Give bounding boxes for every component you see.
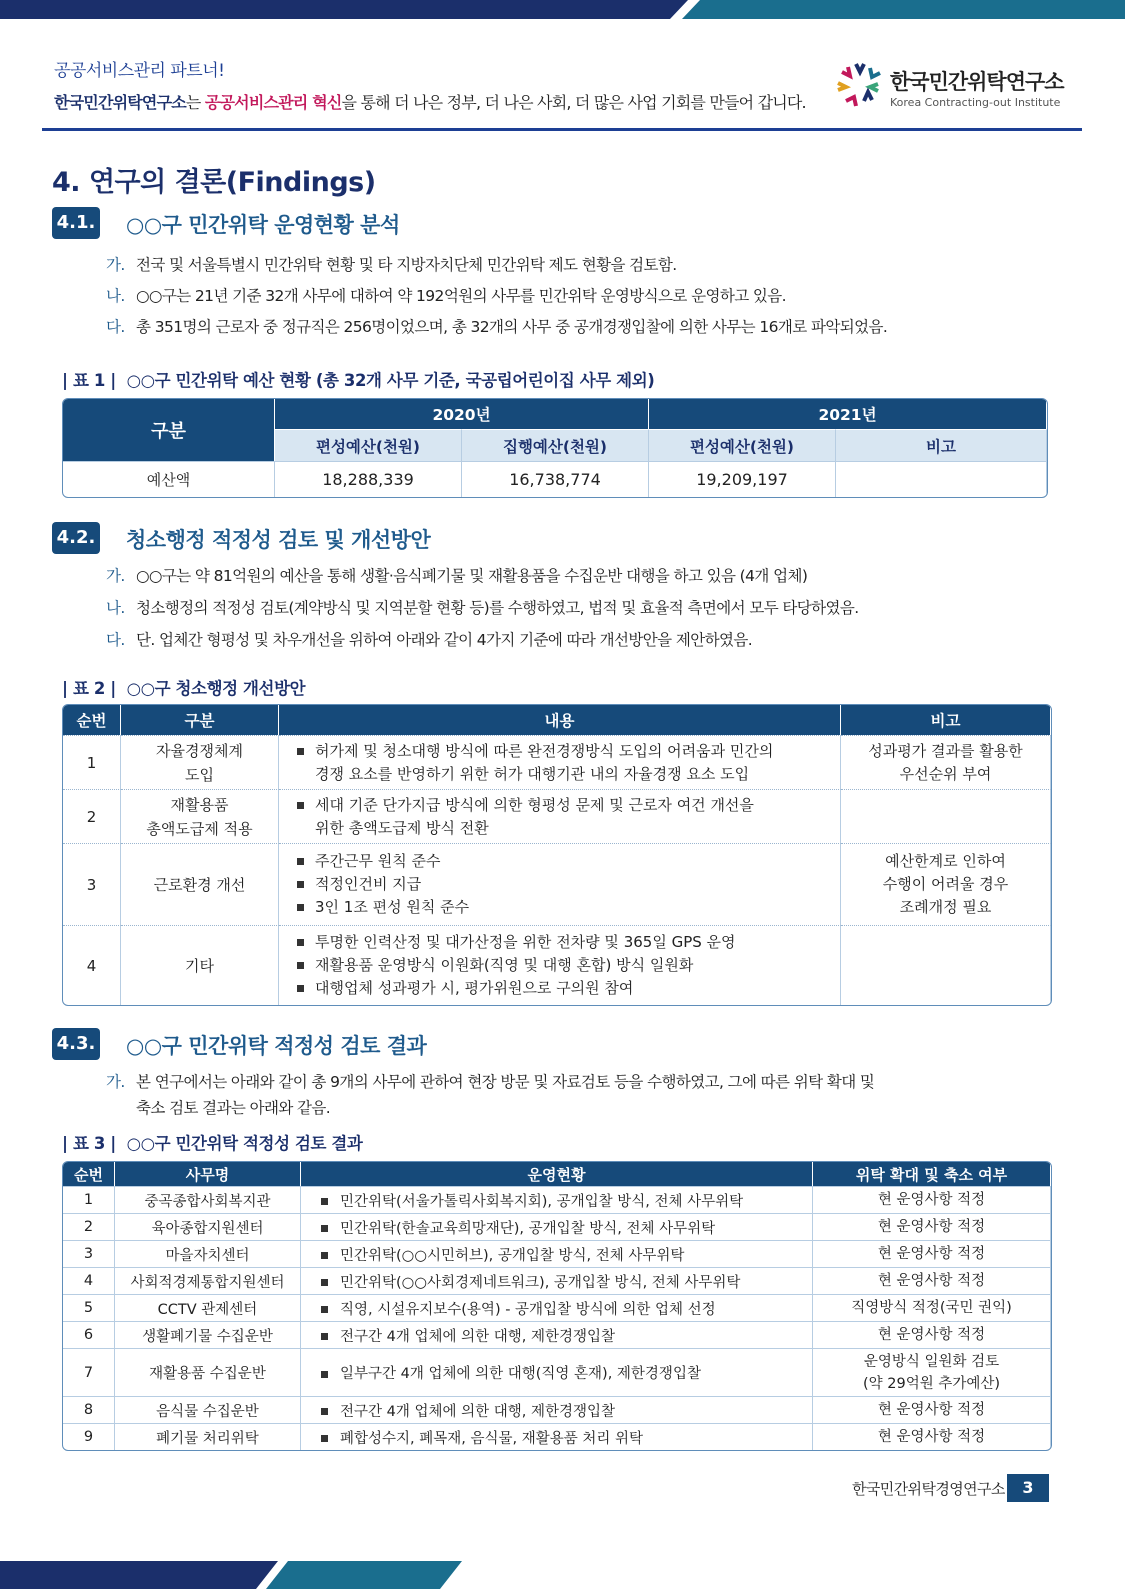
row-note bbox=[841, 925, 1051, 1005]
item-marker: 가. bbox=[106, 256, 125, 274]
table-row bbox=[63, 1186, 1051, 1213]
item-text: 전국 및 서울특별시 민간위탁 현황 및 타 지방자치단체 민간위탁 제도 현황을 검토함. bbox=[136, 256, 677, 274]
content-bullet bbox=[293, 873, 840, 896]
row-number: 8 bbox=[63, 1396, 115, 1423]
footer-organization: 한국민간위탁경영연구소 bbox=[852, 1480, 1005, 1498]
list-item-continuation bbox=[106, 1096, 330, 1120]
row-office-name: 육아종합지원센터 bbox=[115, 1213, 301, 1240]
row-category bbox=[121, 789, 279, 843]
table-row bbox=[63, 843, 1051, 925]
table1-caption bbox=[62, 367, 654, 391]
bullet-square-icon bbox=[321, 1279, 328, 1286]
table-row bbox=[63, 1240, 1051, 1267]
content-text: 재활용품 운영방식 이원화(직영 및 대행 혼합) 방식 일원화 bbox=[315, 956, 694, 974]
item-marker: 다. bbox=[106, 631, 125, 649]
header-sub-part2: 을 통해 더 나은 정부, 더 나은 사회, 더 많은 사업 기회를 만들어 갑니다. bbox=[341, 93, 806, 112]
status-text: 폐합성수지, 폐목재, 음식물, 재활용품 처리 위탁 bbox=[340, 1430, 644, 1447]
logo-english-name: Korea Contracting-out Institute bbox=[890, 96, 1061, 109]
row-office-name: 사회적경제통합지원센터 bbox=[115, 1267, 301, 1294]
row-result bbox=[813, 1321, 1051, 1348]
table2-header: 구분 bbox=[121, 705, 279, 735]
category-line: 자율경쟁체계 bbox=[156, 741, 243, 760]
table1-cell bbox=[836, 461, 1047, 497]
logo-name: 한국민간위탁연구소 bbox=[890, 70, 1064, 94]
list-item bbox=[106, 1070, 874, 1094]
row-status bbox=[301, 1348, 813, 1396]
section-heading-4-2 bbox=[52, 522, 1052, 554]
row-content bbox=[279, 735, 841, 789]
row-status bbox=[301, 1240, 813, 1267]
table3-caption-label: | 표 3 | bbox=[62, 1134, 116, 1153]
row-office-name: 음식물 수집운반 bbox=[115, 1396, 301, 1423]
content-bullet bbox=[293, 977, 840, 1000]
result-line: 현 운영사항 적정 bbox=[877, 1327, 986, 1343]
budget-table bbox=[62, 398, 1048, 498]
row-status bbox=[301, 1267, 813, 1294]
header-sub-part1: 는 bbox=[185, 93, 205, 112]
page-header bbox=[42, 56, 1082, 134]
section-title: ○○구 민간위탁 운영현황 분석 bbox=[126, 213, 400, 237]
table1-cell: 18,288,339 bbox=[275, 461, 462, 497]
row-status bbox=[301, 1186, 813, 1213]
content-text: 세대 기준 단가지급 방식에 의한 형평성 문제 및 근로자 여건 개선을 bbox=[315, 795, 754, 814]
result-line: 현 운영사항 적정 bbox=[877, 1219, 986, 1235]
row-office-name: 마을자치센터 bbox=[115, 1240, 301, 1267]
section-heading-4-3 bbox=[52, 1028, 1052, 1060]
item-marker: 다. bbox=[106, 318, 125, 336]
result-line: 현 운영사항 적정 bbox=[877, 1429, 986, 1445]
row-note bbox=[841, 789, 1051, 843]
row-office-name: CCTV 관제센터 bbox=[115, 1294, 301, 1321]
row-result bbox=[813, 1240, 1051, 1267]
result-line: 현 운영사항 적정 bbox=[877, 1246, 986, 1262]
row-office-name: 재활용품 수집운반 bbox=[115, 1348, 301, 1396]
note-line: 성과평가 결과를 활용한 bbox=[868, 741, 1023, 760]
row-number: 6 bbox=[63, 1321, 115, 1348]
item-text: 본 연구에서는 아래와 같이 총 9개의 사무에 관하여 현장 방문 및 자료검토 등을 수행하였고, 그에 따른 위탁 확대 및 bbox=[136, 1073, 875, 1091]
institute-logo bbox=[834, 56, 1084, 116]
category-line: 근로환경 개선 bbox=[153, 875, 246, 894]
row-number: 1 bbox=[63, 735, 121, 789]
row-number: 3 bbox=[63, 843, 121, 925]
category-line: 기타 bbox=[185, 956, 214, 975]
result-line: (약 29억원 추가예산) bbox=[862, 1375, 1001, 1392]
bullet-square-icon bbox=[321, 1408, 328, 1415]
table1-caption-text: ○○구 민간위탁 예산 현황 (총 32개 사무 기준, 국공립어린이집 사무 제외) bbox=[126, 371, 655, 390]
bullet-square-icon bbox=[321, 1198, 328, 1205]
bullet-square-icon bbox=[321, 1333, 328, 1340]
row-category bbox=[121, 735, 279, 789]
table-row bbox=[63, 1321, 1051, 1348]
logo-mark-icon bbox=[834, 60, 884, 110]
content-bullet bbox=[293, 931, 840, 954]
status-text: 일부구간 4개 업체에 의한 대행(직영 혼재), 제한경쟁입찰 bbox=[340, 1366, 701, 1382]
note-line: 예산한계로 인하여 bbox=[885, 852, 1006, 870]
table3-header: 순번 bbox=[63, 1162, 115, 1186]
item-marker: 가. bbox=[106, 567, 125, 585]
row-number: 7 bbox=[63, 1348, 115, 1396]
category-line: 재활용품 bbox=[170, 795, 229, 814]
content-text: 대행업체 성과평가 시, 평가위원으로 구의원 참여 bbox=[315, 979, 634, 997]
row-note bbox=[841, 843, 1051, 925]
item-marker: 나. bbox=[106, 287, 125, 305]
item-text: 축소 검토 결과는 아래와 같음. bbox=[136, 1099, 331, 1117]
row-category bbox=[121, 843, 279, 925]
table1-subheader: 비고 bbox=[836, 429, 1047, 461]
content-bullet bbox=[293, 954, 840, 977]
row-content bbox=[279, 789, 841, 843]
header-divider bbox=[42, 128, 1082, 131]
table-row bbox=[63, 789, 1051, 843]
row-result bbox=[813, 1396, 1051, 1423]
result-line: 현 운영사항 적정 bbox=[877, 1192, 986, 1208]
row-office-name: 폐기물 처리위탁 bbox=[115, 1423, 301, 1450]
item-marker: 가. bbox=[106, 1073, 125, 1091]
row-result bbox=[813, 1186, 1051, 1213]
content-bullet bbox=[293, 794, 840, 840]
list-item bbox=[106, 315, 887, 339]
row-note bbox=[841, 735, 1051, 789]
top-decorative-band bbox=[0, 0, 1125, 19]
table2-caption-text: ○○구 청소행정 개선방안 bbox=[126, 679, 306, 698]
row-number: 3 bbox=[63, 1240, 115, 1267]
category-line: 총액도급제 적용 bbox=[146, 819, 253, 838]
item-text: 청소행정의 적정성 검토(계약방식 및 지역분할 현황 등)를 수행하였고, 법적 및 효율적 측면에서 모두 타당하였음. bbox=[136, 599, 859, 617]
list-item bbox=[106, 628, 752, 652]
section-number: 4.2. bbox=[52, 522, 100, 554]
table-row bbox=[63, 1267, 1051, 1294]
table1-header-2021: 2021년 bbox=[649, 399, 1047, 429]
table-row bbox=[63, 925, 1051, 1005]
status-text: 전구간 4개 업체에 의한 대행, 제한경쟁입찰 bbox=[340, 1328, 615, 1345]
row-number: 2 bbox=[63, 1213, 115, 1240]
content-text: 허가제 및 청소대행 방식에 따른 완전경쟁방식 도입의 어려움과 민간의 bbox=[315, 741, 774, 760]
table2-caption-label: | 표 2 | bbox=[62, 679, 116, 698]
table1-subheader: 편성예산(천원) bbox=[275, 429, 462, 461]
table3-header: 위탁 확대 및 축소 여부 bbox=[813, 1162, 1051, 1186]
table-row bbox=[63, 461, 1047, 497]
table1-header-category: 구분 bbox=[63, 399, 275, 461]
table-row bbox=[63, 1423, 1051, 1450]
row-status bbox=[301, 1423, 813, 1450]
note-line: 수행이 어려울 경우 bbox=[882, 875, 1009, 893]
status-text: 민간위탁(한솔교육희망재단), 공개입찰 방식, 전체 사무위탁 bbox=[340, 1220, 716, 1237]
content-text: 주간근무 원칙 준수 bbox=[315, 852, 441, 870]
table-row bbox=[63, 735, 1051, 789]
table3-header: 운영현황 bbox=[301, 1162, 813, 1186]
row-category bbox=[121, 925, 279, 1005]
status-text: 직영, 시설유지보수(용역) - 공개입찰 방식에 의한 업체 선정 bbox=[340, 1301, 716, 1318]
row-number: 5 bbox=[63, 1294, 115, 1321]
table1-caption-label: | 표 1 | bbox=[62, 371, 116, 390]
header-subtitle bbox=[54, 90, 806, 113]
result-line: 현 운영사항 적정 bbox=[877, 1402, 986, 1418]
list-item bbox=[106, 253, 677, 277]
table-row bbox=[63, 1213, 1051, 1240]
table2-header: 비고 bbox=[841, 705, 1051, 735]
note-line: 조례개정 필요 bbox=[899, 898, 992, 916]
item-text: ○○구는 약 81억원의 예산을 통해 생활·음식폐기물 및 재활용품을 수집운반 대행을 하고 있음 (4개 업체) bbox=[136, 567, 808, 585]
bullet-square-icon bbox=[321, 1252, 328, 1259]
row-number: 1 bbox=[63, 1186, 115, 1213]
row-office-name: 중곡종합사회복지관 bbox=[115, 1186, 301, 1213]
row-number: 4 bbox=[63, 925, 121, 1005]
bullet-square-icon bbox=[321, 1435, 328, 1442]
list-item bbox=[106, 284, 786, 308]
header-sub-highlight: 공공서비스관리 혁신 bbox=[204, 93, 342, 112]
content-text: 위한 총액도급제 방식 전환 bbox=[315, 818, 489, 837]
section-number: 4.1. bbox=[52, 207, 100, 239]
content-text: 적정인건비 지급 bbox=[315, 875, 422, 893]
content-list bbox=[293, 850, 840, 919]
table1-cell: 16,738,774 bbox=[462, 461, 649, 497]
result-line: 운영방식 일원화 검토 bbox=[863, 1353, 1000, 1370]
content-text: 3인 1조 편성 원칙 준수 bbox=[315, 898, 470, 916]
item-text: 총 351명의 근로자 중 정규직은 256명이었으며, 총 32개의 사무 중 공개경쟁입찰에 의한 사무는 16개로 파악되었음. bbox=[136, 318, 888, 336]
list-item bbox=[106, 596, 859, 620]
category-line: 도입 bbox=[185, 765, 214, 784]
bottom-decorative-band bbox=[0, 1561, 1125, 1589]
note-line: 우선순위 부여 bbox=[899, 764, 992, 783]
row-number: 9 bbox=[63, 1423, 115, 1450]
result-line: 직영방식 적정(국민 권익) bbox=[851, 1300, 1012, 1316]
content-list bbox=[293, 794, 840, 840]
row-status bbox=[301, 1396, 813, 1423]
section-title: ○○구 민간위탁 적정성 검토 결과 bbox=[126, 1034, 427, 1058]
status-text: 민간위탁(○○사회경제네트워크), 공개입찰 방식, 전체 사무위탁 bbox=[340, 1274, 741, 1291]
bullet-square-icon bbox=[321, 1371, 328, 1378]
table1-subheader: 편성예산(천원) bbox=[649, 429, 836, 461]
table2-header: 순번 bbox=[63, 705, 121, 735]
content-text: 투명한 인력산정 및 대가산정을 위한 전차량 및 365일 GPS 운영 bbox=[315, 933, 736, 951]
table1-cell: 19,209,197 bbox=[649, 461, 836, 497]
page-title: 4. 연구의 결론(Findings) bbox=[52, 167, 376, 198]
table3-caption bbox=[62, 1130, 362, 1154]
section-number: 4.3. bbox=[52, 1028, 100, 1060]
content-list bbox=[293, 740, 840, 786]
table1-cell: 예산액 bbox=[63, 461, 275, 497]
content-bullet bbox=[293, 740, 840, 786]
status-text: 민간위탁(○○시민허브), 공개입찰 방식, 전체 사무위탁 bbox=[340, 1247, 685, 1264]
row-content bbox=[279, 843, 841, 925]
table-row bbox=[63, 1396, 1051, 1423]
table-row bbox=[63, 1348, 1051, 1396]
content-bullet bbox=[293, 896, 840, 919]
table1-subheader: 집행예산(천원) bbox=[462, 429, 649, 461]
row-result bbox=[813, 1213, 1051, 1240]
row-number: 4 bbox=[63, 1267, 115, 1294]
table3-caption-text: ○○구 민간위탁 적정성 검토 결과 bbox=[126, 1134, 363, 1153]
row-number: 2 bbox=[63, 789, 121, 843]
table-row bbox=[63, 1294, 1051, 1321]
content-text: 경쟁 요소를 반영하기 위한 허가 대행기관 내의 자율경쟁 요소 도입 bbox=[315, 764, 750, 783]
list-item bbox=[106, 564, 807, 588]
row-status bbox=[301, 1294, 813, 1321]
header-sub-org: 한국민간위탁연구소 bbox=[54, 93, 186, 112]
row-office-name: 생활폐기물 수집운반 bbox=[115, 1321, 301, 1348]
table1-header-2020: 2020년 bbox=[275, 399, 649, 429]
bullet-square-icon bbox=[321, 1225, 328, 1232]
cleaning-improvement-table bbox=[62, 704, 1052, 1006]
bullet-square-icon bbox=[321, 1306, 328, 1313]
item-text: ○○구는 21년 기준 32개 사무에 대하여 약 192억원의 사무를 민간위탁 운영방식으로 운영하고 있음. bbox=[136, 287, 786, 305]
row-result bbox=[813, 1423, 1051, 1450]
section-title: 청소행정 적정성 검토 및 개선방안 bbox=[126, 528, 431, 552]
table2-caption bbox=[62, 675, 305, 699]
table3-header: 사무명 bbox=[115, 1162, 301, 1186]
table2-header: 내용 bbox=[279, 705, 841, 735]
content-list bbox=[293, 931, 840, 1000]
review-results-table bbox=[62, 1161, 1052, 1451]
item-text: 단. 업체간 형평성 및 차우개선을 위하여 아래와 같이 4가지 기준에 따라 개선방안을 제안하였음. bbox=[136, 631, 753, 649]
header-tagline: 공공서비스관리 파트너! bbox=[54, 61, 225, 81]
status-text: 전구간 4개 업체에 의한 대행, 제한경쟁입찰 bbox=[340, 1403, 615, 1420]
status-text: 민간위탁(서울가톨릭사회복지회), 공개입찰 방식, 전체 사무위탁 bbox=[340, 1193, 744, 1210]
page-number: 3 bbox=[1007, 1474, 1049, 1502]
row-status bbox=[301, 1321, 813, 1348]
row-result bbox=[813, 1294, 1051, 1321]
row-content bbox=[279, 925, 841, 1005]
item-marker: 나. bbox=[106, 599, 125, 617]
row-result bbox=[813, 1348, 1051, 1396]
content-bullet bbox=[293, 850, 840, 873]
result-line: 현 운영사항 적정 bbox=[877, 1273, 986, 1289]
row-status bbox=[301, 1213, 813, 1240]
section-heading-4-1 bbox=[52, 207, 1052, 239]
row-result bbox=[813, 1267, 1051, 1294]
